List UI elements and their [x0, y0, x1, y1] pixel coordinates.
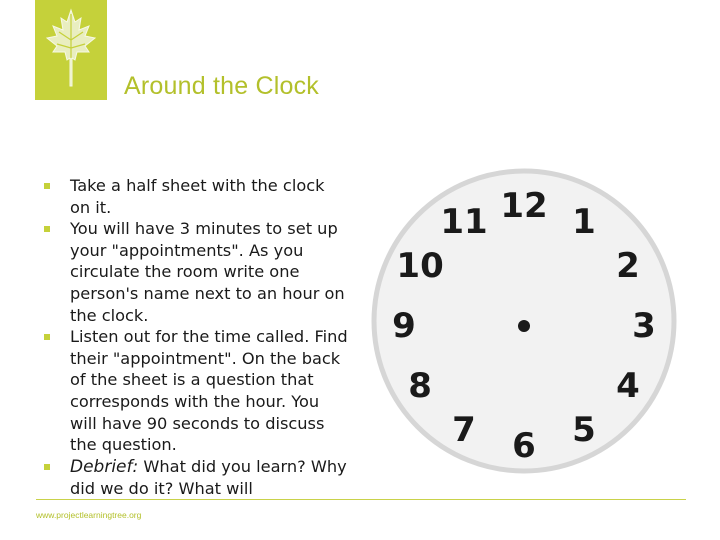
logo — [35, 0, 107, 100]
bullet-text: You will have 3 minutes to set up your "appointments". As you circulate the room write one person's name next to an hour on the clock. — [70, 219, 345, 325]
clock-numeral-3: 3 — [632, 306, 656, 346]
list-item — [44, 456, 349, 499]
footer-url: www.projectlearningtree.org — [36, 510, 142, 520]
page-title: Around the Clock — [124, 72, 319, 100]
clock-numeral-9: 9 — [392, 306, 416, 346]
list-item — [44, 326, 349, 456]
clock-numeral-1: 1 — [572, 202, 596, 243]
clock-numeral-11: 11 — [440, 202, 488, 243]
list-item — [44, 175, 349, 218]
square-bullet-icon — [44, 464, 50, 470]
bullet-text: Listen out for the time called. Find their "appointment". On the back of the sheet is a question that corresponds with the hour. You will have 90 seconds to discuss the question. — [70, 327, 348, 455]
clock-numeral-12: 12 — [500, 186, 548, 226]
maple-leaf-icon — [35, 0, 107, 100]
clock-numeral-5: 5 — [572, 409, 596, 450]
bullet-text: Take a half sheet with the clock on it. — [70, 176, 325, 217]
debrief-label: Debrief: — [70, 456, 139, 477]
bullet-text: What did you learn? Why did we do it? What will — [70, 456, 347, 499]
clock-center-dot — [518, 320, 530, 332]
clock-icon — [368, 165, 680, 477]
bullet-list — [44, 175, 349, 499]
square-bullet-icon — [44, 334, 50, 340]
clock-numeral-10: 10 — [396, 246, 444, 286]
list-item — [44, 218, 349, 326]
clock-numeral-4: 4 — [616, 366, 640, 406]
clock-numeral-7: 7 — [452, 409, 476, 450]
square-bullet-icon — [44, 226, 50, 232]
clock-numeral-8: 8 — [408, 366, 432, 406]
clock-numeral-2: 2 — [616, 246, 640, 286]
clock-numeral-6: 6 — [512, 426, 536, 466]
square-bullet-icon — [44, 183, 50, 189]
footer-divider — [36, 499, 686, 500]
